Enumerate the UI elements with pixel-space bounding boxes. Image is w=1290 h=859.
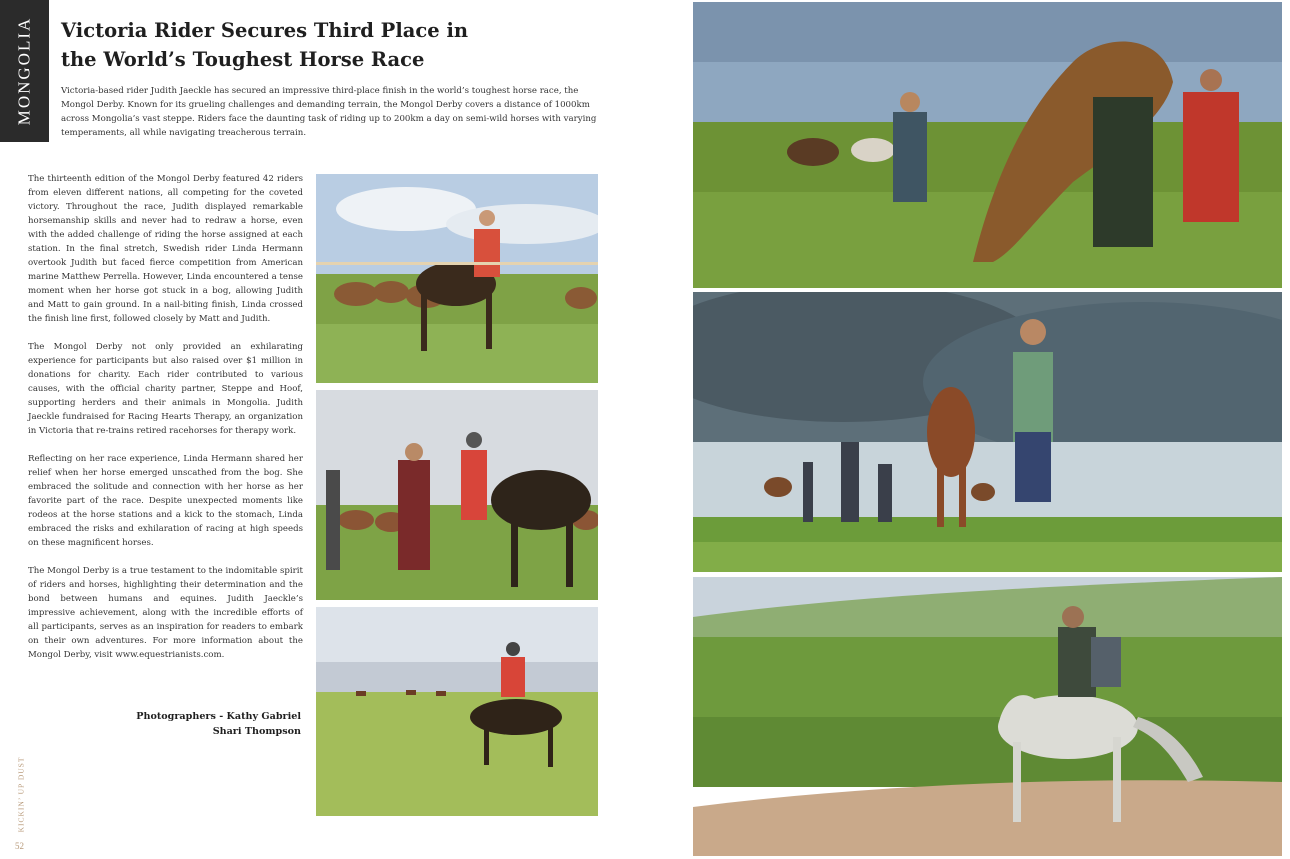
photo-credits (100, 709, 301, 739)
article-title: Victoria Rider Secures Third Place in the World’s Toughest Horse Race (61, 19, 469, 71)
body-paragraph: The Mongol Derby not only provided an exhilarating experience for participants but also raised over $1 million in donations for charity. Each rider contributed to various causes, with the official charity partner, Steppe and Hoof, supporting herders and their animals in Mongolia. Judith Jaeckle fundraised for Racing Hearts Therapy, an organization in Victoria that re-trains retired racehorses for therapy work. (28, 342, 303, 436)
magazine-name-text: KICKIN’ UP DUST (16, 756, 26, 832)
article-body (28, 172, 303, 676)
photo-rider-cantering (316, 607, 598, 816)
section-tab (0, 0, 49, 142)
page-number: 52 (15, 841, 24, 851)
credit-line: Shari Thompson (212, 726, 301, 737)
photo-horse-station (316, 390, 598, 600)
body-paragraph: The Mongol Derby is a true testament to the indomitable spirit of riders and horses, highlighting their determination and the bond between humans and equines. Judith Jaeckle’s impressive achievement, along with the incredible efforts of all participants, serves as an inspiration for readers to embark on their own adventures. For more information about the Mongol Derby, visit www.equestrianists.com. (28, 566, 303, 660)
section-label: MONGOLIA (14, 16, 34, 126)
credit-line: Photographers - Kathy Gabriel (136, 711, 301, 722)
body-paragraph: Reflecting on her race experience, Linda Hermann shared her relief when her horse emerged unscathed from the bog. She embraced the solitude and connection with her horse as her favorite part of the race. Despite unexpected moments like rodeos at the horse stations and a kick to the stomach, Linda embraced the risks and exhilaration of racing at high speeds on these magnificent horses. (28, 454, 303, 548)
photo-galloping-grey-horse (693, 577, 1282, 856)
photo-rider-with-herd (316, 174, 598, 383)
magazine-name (15, 756, 27, 832)
article-intro: Victoria-based rider Judith Jaeckle has secured an impressive third-place finish in the world’s toughest horse race, the Mongol Derby. Known for its grueling challenges and demanding terrain, the Mongol Derby covers a distance of 1000km across Mongolia’s vast steppe. Riders face the daunting task of riding up to 200km a day on semi-wild horses with varying temperaments, all while navigating treacherous terrain. (61, 86, 597, 138)
body-paragraph: The thirteenth edition of the Mongol Derby featured 42 riders from eleven different nations, all competing for the coveted victory. Throughout the race, Judith displayed remarkable horsemanship skills and never had to redraw a horse, even with the added challenge of riding the horse assigned at each station. In the final stretch, Swedish rider Linda Hermann overtook Judith but faced fierce competition from American marine Matthew Perrella. However, Linda encountered a tense moment when her horse got stuck in a bog, allowing Judith and Matt to gain ground. In a nail-biting finish, Linda crossed the finish line first, followed closely by Matt and Judith. (28, 174, 303, 324)
photo-rearing-horse (693, 2, 1282, 288)
photo-leading-horse (693, 292, 1282, 572)
